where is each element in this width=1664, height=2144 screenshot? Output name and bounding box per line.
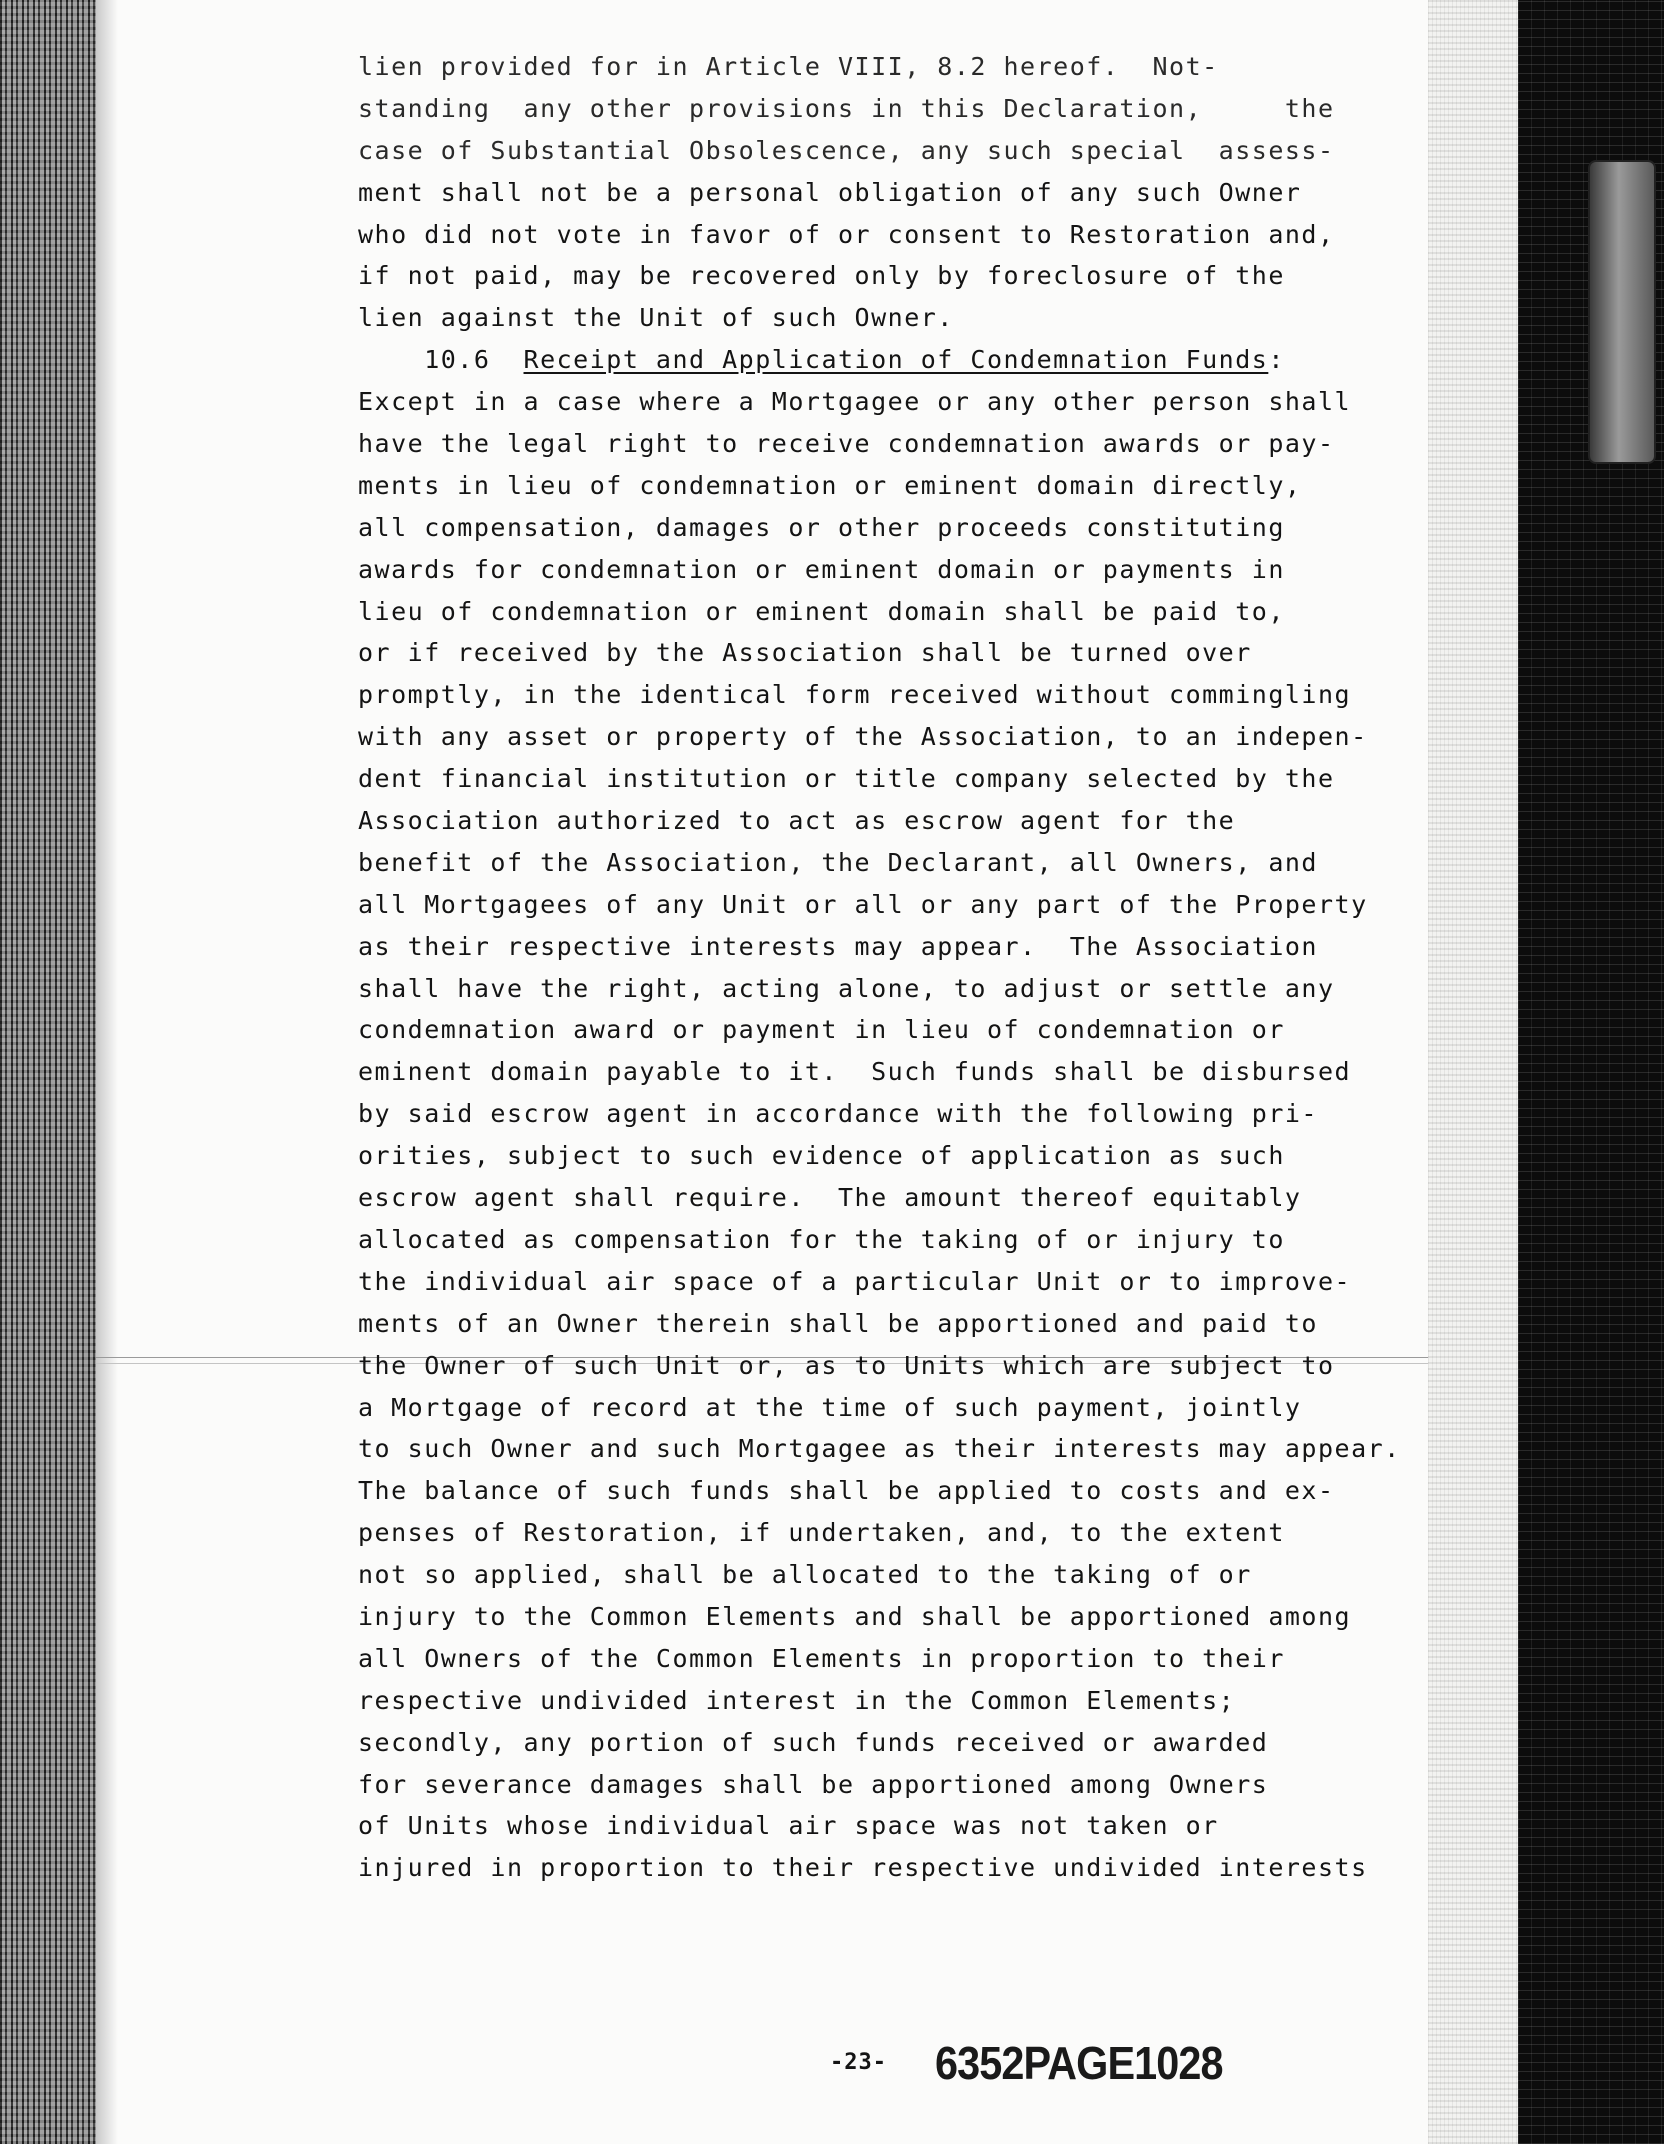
text-line: shall have the right, acting alone, to adjust or settle any <box>358 973 1335 1003</box>
text-line: all Mortgagees of any Unit or all or any part of the Property <box>358 889 1368 919</box>
scan-edge-left <box>0 0 96 2144</box>
text-line: lieu of condemnation or eminent domain shall be paid to, <box>358 596 1285 626</box>
text-line: if not paid, may be recovered only by foreclosure of the <box>358 261 1285 291</box>
text-line: lien against the Unit of such Owner. <box>358 303 954 333</box>
text-line: all compensation, damages or other proceeds constituting <box>358 512 1285 542</box>
text-line: condemnation award or payment in lieu of condemnation or <box>358 1015 1285 1045</box>
section-heading: Receipt and Application of Condemnation Funds <box>523 345 1269 375</box>
text-line: not so applied, shall be allocated to the taking of or <box>358 1560 1252 1590</box>
text-line: to such Owner and such Mortgagee as their interests may appear. <box>358 1434 1401 1464</box>
text-line: who did not vote in favor of or consent to Restoration and, <box>358 219 1335 249</box>
text-line: escrow agent shall require. The amount thereof equitably <box>358 1183 1302 1213</box>
text-line: dent financial institution or title company selected by the <box>358 764 1335 794</box>
scan-edge-right-speckle <box>1428 0 1518 2144</box>
text-line: respective undivided interest in the Common Elements; <box>358 1685 1236 1715</box>
text-line: Association authorized to act as escrow agent for the <box>358 806 1236 836</box>
text-line: Except in a case where a Mortgagee or any other person shall <box>358 387 1352 417</box>
text-line: promptly, in the identical form received without commingling <box>358 680 1352 710</box>
text-line: secondly, any portion of such funds received or awarded <box>358 1727 1269 1757</box>
text-line: penses of Restoration, if undertaken, and, to the extent <box>358 1518 1285 1548</box>
section-heading-line <box>358 339 1428 381</box>
section-number: 10.6 <box>358 345 524 375</box>
text-line: awards for condemnation or eminent domain or payments in <box>358 554 1285 584</box>
text-line: orities, subject to such evidence of application as such <box>358 1141 1285 1171</box>
text-line: as their respective interests may appear. The Association <box>358 931 1318 961</box>
page-number: -23- <box>830 2050 887 2075</box>
text-line: for severance damages shall be apportioned among Owners <box>358 1769 1269 1799</box>
text-line: allocated as compensation for the taking of or injury to <box>358 1224 1285 1254</box>
text-line: a Mortgage of record at the time of such payment, jointly <box>358 1392 1302 1422</box>
document-body <box>358 46 1428 1889</box>
section-heading-colon: : <box>1268 345 1285 375</box>
text-line: the Owner of such Unit or, as to Units which are subject to <box>358 1350 1335 1380</box>
text-line: all Owners of the Common Elements in proportion to their <box>358 1643 1285 1673</box>
text-line: of Units whose individual air space was not taken or <box>358 1811 1219 1841</box>
text-line: The balance of such funds shall be applied to costs and ex- <box>358 1476 1335 1506</box>
text-line: ments in lieu of condemnation or eminent domain directly, <box>358 470 1302 500</box>
text-line: ment shall not be a personal obligation of any such Owner <box>358 177 1302 207</box>
text-line: case of Substantial Obsolescence, any such special assess- <box>358 135 1335 165</box>
text-line: or if received by the Association shall be turned over <box>358 638 1252 668</box>
text-line: by said escrow agent in accordance with the following pri- <box>358 1099 1318 1129</box>
text-line: injured in proportion to their respective undivided interests <box>358 1853 1368 1883</box>
text-line: ments of an Owner therein shall be apportioned and paid to <box>358 1308 1318 1338</box>
text-line: benefit of the Association, the Declarant, all Owners, and <box>358 847 1318 877</box>
text-line: standing any other provisions in this Declaration, the <box>358 93 1335 123</box>
text-line: lien provided for in Article VIII, 8.2 hereof. Not- <box>358 52 1236 81</box>
recording-stamp: 6352PAGE1028 <box>935 2037 1223 2089</box>
text-line: with any asset or property of the Association, to an indepen- <box>358 722 1368 752</box>
text-line: injury to the Common Elements and shall be apportioned among <box>358 1601 1352 1631</box>
binder-clip-icon <box>1588 160 1656 464</box>
text-line: the individual air space of a particular Unit or to improve- <box>358 1266 1352 1296</box>
scan-edge-left-fade <box>96 0 118 2144</box>
text-line: have the legal right to receive condemnation awards or pay- <box>358 429 1335 459</box>
text-line: eminent domain payable to it. Such funds shall be disbursed <box>358 1057 1352 1087</box>
